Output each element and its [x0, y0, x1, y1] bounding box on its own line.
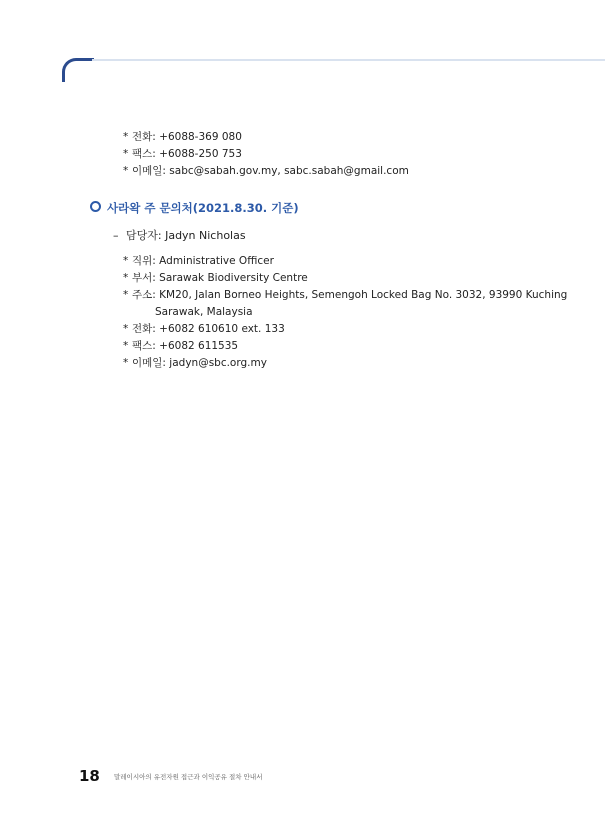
contact-person-line	[113, 229, 246, 243]
bullet-mark: *	[123, 357, 129, 369]
dash-mark: –	[113, 229, 119, 242]
bullet-mark: *	[123, 148, 129, 160]
address-text: 주소: KM20, Jalan Borneo Heights, Semengoh Locked Bag No. 3032, 93990 Kuching	[132, 289, 568, 301]
bullet-mark: *	[123, 289, 129, 301]
section-fax-text: 팩스: +6082 611535	[132, 340, 239, 352]
section-phone-text: 전화: +6082 610610 ext. 133	[132, 323, 285, 335]
bullet-mark: *	[123, 131, 129, 143]
contact-person-text: 담당자: Jadyn Nicholas	[126, 229, 246, 242]
bullet-mark: *	[123, 323, 129, 335]
contact-phone-line	[123, 130, 242, 144]
position-text: 직위: Administrative Officer	[132, 255, 274, 267]
position-line	[123, 254, 274, 268]
circle-bullet-icon	[90, 201, 101, 212]
department-line	[123, 271, 308, 285]
page-number: 18	[79, 767, 100, 785]
address-line	[123, 288, 567, 302]
section-email-line	[123, 356, 267, 370]
page-top-rule	[92, 59, 605, 61]
bullet-mark: *	[123, 272, 129, 284]
contact-fax-text: 팩스: +6088-250 753	[132, 148, 242, 160]
section-email-text: 이메일: jadyn@sbc.org.my	[132, 357, 267, 369]
address-continuation-text: Sarawak, Malaysia	[155, 306, 253, 318]
bullet-mark: *	[123, 165, 129, 177]
contact-email-line	[123, 164, 409, 178]
footer-title: 말레이시아의 유전자원 접근과 이익공유 절차 안내서	[114, 773, 263, 781]
page-corner-decoration	[62, 58, 94, 82]
contact-fax-line	[123, 147, 242, 161]
section-phone-line	[123, 322, 285, 336]
department-text: 부서: Sarawak Biodiversity Centre	[132, 272, 308, 284]
section-heading	[90, 201, 299, 215]
section-heading-text: 사라왁 주 문의처(2021.8.30. 기준)	[107, 201, 299, 215]
contact-email-text: 이메일: sabc@sabah.gov.my, sabc.sabah@gmail.com	[132, 165, 409, 177]
bullet-mark: *	[123, 255, 129, 267]
bullet-mark: *	[123, 340, 129, 352]
address-continuation-line	[155, 305, 253, 319]
contact-phone-text: 전화: +6088-369 080	[132, 131, 242, 143]
section-fax-line	[123, 339, 238, 353]
